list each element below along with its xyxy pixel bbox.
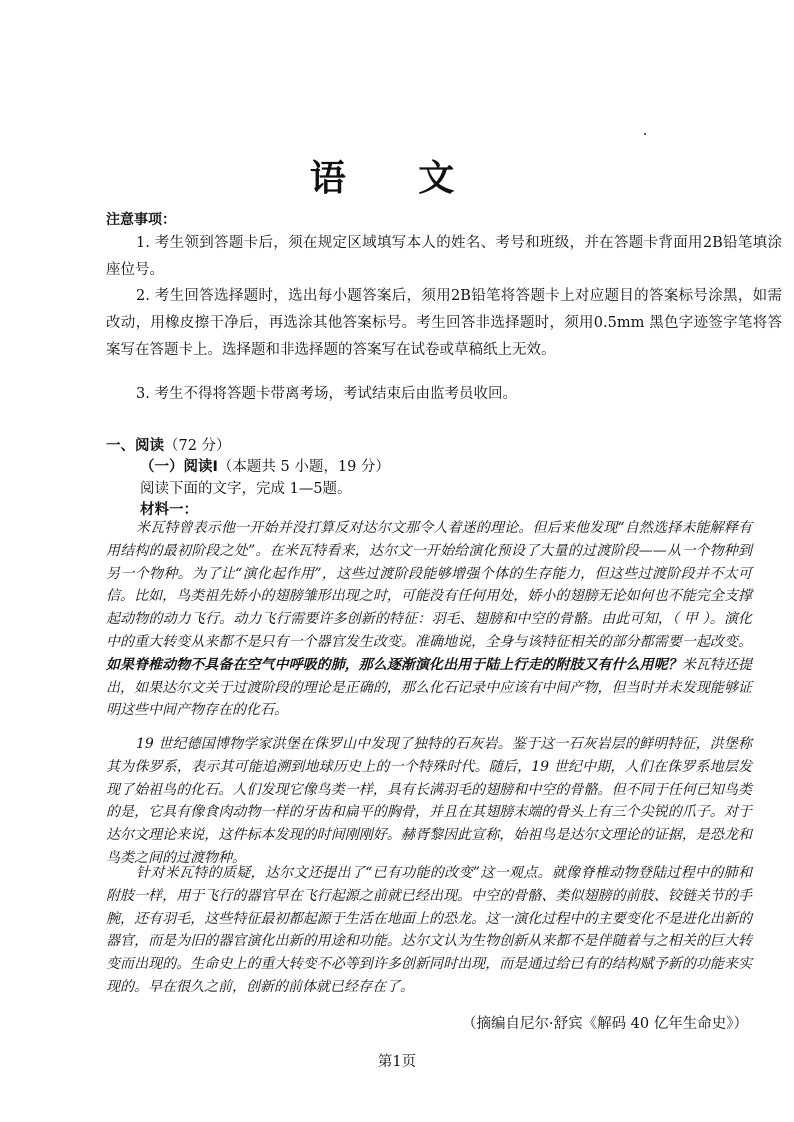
section-heading [106, 434, 231, 455]
page-title: 语 文 [309, 157, 485, 199]
passage-paragraph-1 [106, 517, 752, 722]
subsection-heading [140, 455, 390, 476]
passage-paragraph-2: 19 世纪德国博物学家洪堡在侏罗山中发现了独特的石灰岩。鉴于这一石灰岩层的鲜明特征，洪堡称其为侏罗系，表示其可能追溯到地球历史上的一个特殊时代。随后，19 世纪中期，人们在侏罗系地层发现了始祖鸟的化石。人们发现它像鸟类一样，具有长满羽毛的翅膀和中空的骨骼。但不同于任何已知鸟类的是，它具有像食肉动物一样的牙齿和扁平的胸骨，并且在其翅膀末端的骨头上有三个尖锐的爪子。对于达尔文理论来说，这件标本发现的时间刚刚好。赫胥黎因此宣称，始祖鸟是达尔文理论的证据，是恐龙和鸟类之间的过渡物种。 [106, 736, 752, 866]
subsection-note: （本题共 5 小题，19 分） [217, 459, 390, 475]
subsection-title: （一）阅读Ⅰ [140, 459, 218, 475]
page-number: 第1页 [377, 1054, 417, 1070]
passage-p1-bold: 如果脊椎动物不具备在空气中呼吸的肺，那么逐渐演化出用于陆上行走的附肢又有什么用呢？ [106, 656, 682, 673]
section-title: 一、阅读 [106, 438, 164, 454]
reading-instruction: 阅读下面的文字，完成 1—5题。 [140, 481, 352, 497]
notice-item-2: 2. 考生回答选择题时，选出每小题答案后，须用2B铅笔将答题卡上对应题目的答案标号涂黑，如需改动，用橡皮擦干净后，再选涂其他答案标号。考生回答非选择题时，须用0.5mm 黑色字迹签字笔将答案写在答题卡上。选择题和非选择题的答案写在试卷或草稿纸上无效。 [106, 288, 782, 358]
passage-p1-text-a: 米瓦特曾表示他一开始并没打算反对达尔文那令人着迷的理论。但后来他发现“自然选择未能解释有用结构的最初阶段之处”。在米瓦特看来，达尔文一开始给演化预设了大量的过渡阶段——从一个物种到另一个物种。为了让“演化起作用”，这些过渡阶段能够增强个体的生存能力，但这些过渡阶段并不太可信。比如，鸟类祖先娇小的翅膀雏形出现之时，可能没有任何用处，娇小的翅膀无论如何也不能完全支撑起动物的动力飞行。动力飞行需要许多创新的特征：羽毛、翅膀和中空的骨骼。由此可知，（ 甲 ）。演化中的重大转变从来都不是只有一个器官发生改变。准确地说，全身与该特征相关的部分都需要一起改变。 [106, 520, 752, 650]
passage-source: （摘编自尼尔·舒宾《解码 40 亿年生命史》） [461, 1016, 748, 1032]
passage-p1-text-b: 米瓦特还提出，如果达尔文关于过渡阶段的理论是正确的，那么化石记录中应该有中间产物，但当时并未发现能够证明这些中间产物存在的化石。 [106, 656, 753, 719]
passage-paragraph-3: 针对米瓦特的质疑，达尔文还提出了“已有功能的改变”这一观点。就像脊椎动物登陆过程中的肺和附肢一样，用于飞行的器官早在飞行起源之前就已经出现。中空的骨骼、类似翅膀的前肢、铰链关节的手腕，还有羽毛，这些特征最初都起源于生活在地面上的恐龙。这一演化过程中的主要变化不是进化出新的器官，而是为旧的器官演化出新的用途和功能。达尔文认为生物创新从来都不是伴随着与之相关的巨大转变而出现的。生命史上的重大转变不必等到许多创新同时出现，而是通过给已有的结构赋予新的功能来实现的。早在很久之前，创新的前体就已经存在了。 [106, 865, 752, 995]
scan-mark [644, 133, 646, 135]
notice-heading: 注意事项： [106, 212, 176, 228]
section-score: （72 分） [164, 438, 231, 454]
notice-item-1: 1. 考生领到答题卡后，须在规定区域填写本人的姓名、考号和班级，并在答题卡背面用2B铅笔填涂座位号。 [106, 235, 782, 278]
material-label: 材料一： [140, 501, 198, 518]
notice-item-3: 3. 考生不得将答题卡带离考场，考试结束后由监考员收回。 [136, 386, 517, 402]
